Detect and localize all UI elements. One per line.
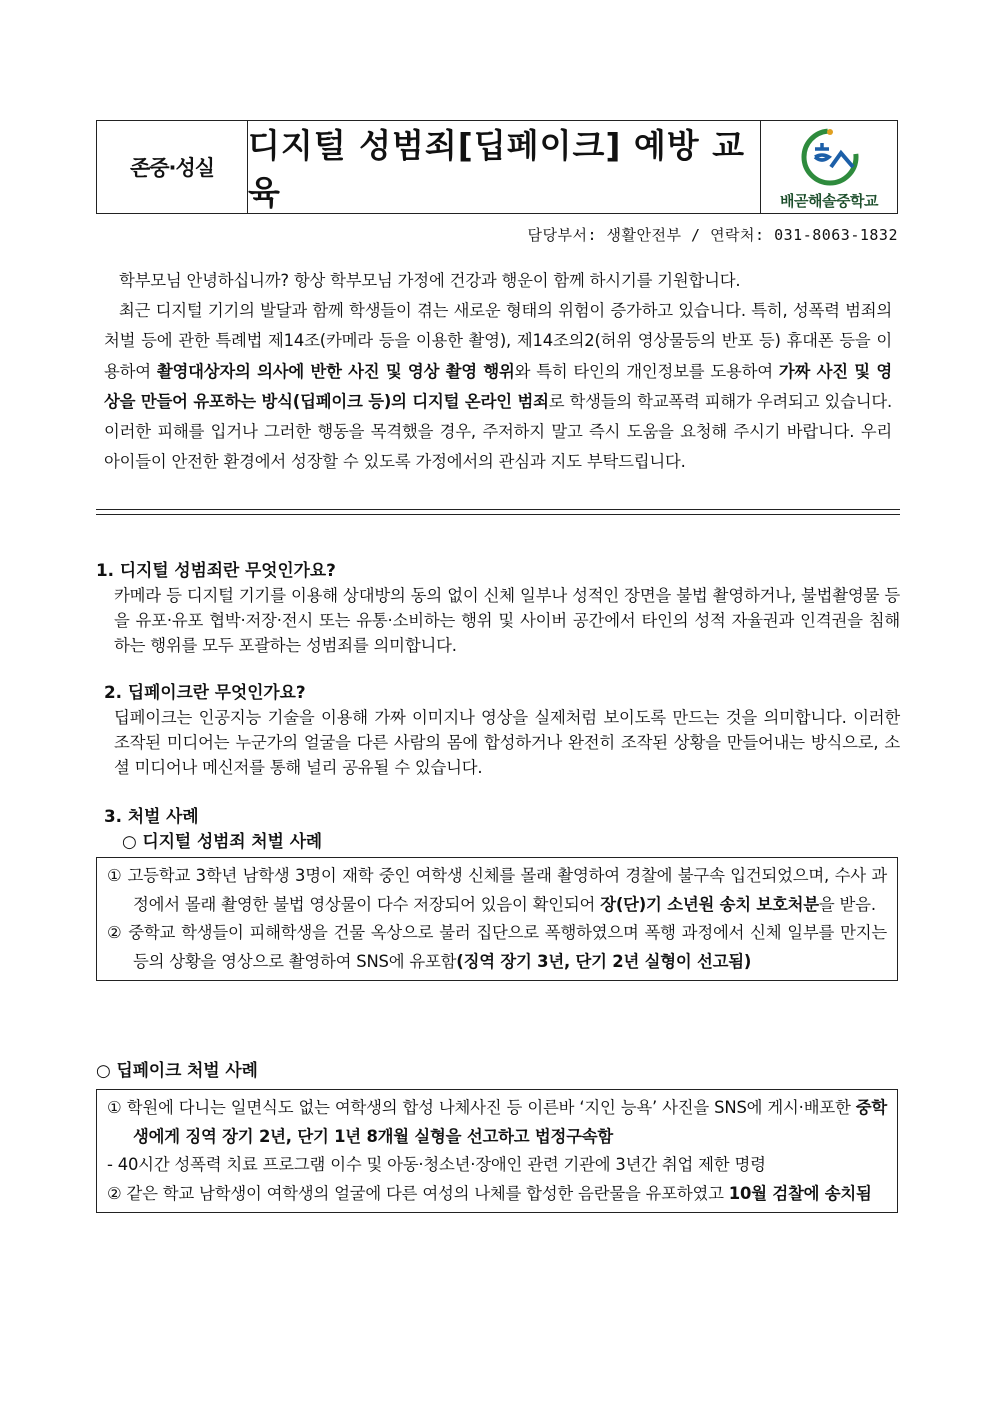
case-emphasis: 장(단)기 소년원 송치 보호처분: [600, 894, 819, 914]
case-text: 을 받음.: [818, 894, 876, 914]
digital-crime-cases-box: [96, 857, 898, 981]
section-deepfake: [96, 680, 900, 780]
case-item: [107, 919, 887, 976]
intro-emphasis-1: 촬영대상자의 의사에 반한 사진 및 영상 촬영 행위: [156, 361, 515, 381]
section-digital-sex-crime: [96, 558, 900, 658]
case-note: - 40시간 성폭력 치료 프로그램 이수 및 아동·청소년·장애인 관련 기관에 3년간 취업 제한 명령: [107, 1155, 766, 1174]
intro-paragraph: [104, 296, 892, 477]
intro-text: 최근 디지털 기기의 발달과 함께 학생들이 겪는 새로운 형태의 위험이 증가하고 있습니다. 특히, 성폭력 범죄의 처벌 등에 관한 특례법 제14조(카메라 등을 이용한 촬영), 제14조의2(허위 영상물등의 반포 등) 휴대폰 등을 이용하여: [104, 301, 892, 381]
subheading-digital-cases: ○ 디지털 성범죄 처벌 사례: [122, 831, 323, 851]
section-body: 딥페이크는 인공지능 기술을 이용해 가짜 이미지나 영상을 실제처럼 보이도록 만드는 것을 의미합니다. 이러한 조작된 미디어는 누군가의 얼굴을 다른 사람의 몸에 합성하거나 완전히 조작된 상황을 만들어내는 방식으로, 소셜 미디어나 메신저를 통해 널리 공유될 수 있습니다.: [114, 708, 900, 777]
section-heading: 2. 딥페이크란 무엇인가요?: [104, 682, 306, 702]
double-divider: [96, 509, 900, 515]
case-emphasis: (징역 장기 3년, 단기 2년 실형이 선고됨): [456, 951, 752, 971]
school-logo-box: [760, 121, 897, 213]
school-motto: 존중·성실: [97, 121, 248, 213]
greeting: 학부모님 안녕하십니까? 항상 학부모님 가정에 건강과 행운이 함께 하시기를 기원합니다.: [119, 271, 741, 290]
case-text: ① 고등학교 3학년 남학생 3명이 재학 중인 여학생 신체를 몰래 촬영하여 경찰에 불구속 입건되었으며, 수사 과정에서 몰래 촬영한 불법 영상물이 다수 저장되어 있음이 확인되어: [107, 866, 887, 914]
intro-letter: [104, 266, 892, 477]
case-text: ② 중학교 학생들이 피해학생을 건물 옥상으로 불러 집단으로 폭행하였으며 폭행 과정에서 신체 일부를 만지는 등의 상황을 영상으로 촬영하여 SNS에 유포함: [107, 923, 887, 971]
section-body: 카메라 등 디지털 기기를 이용해 상대방의 동의 없이 신체 일부나 성적인 장면을 불법 촬영하거나, 불법촬영물 등을 유포·유포 협박·저장·전시 또는 유통·소비하는 행위 및 사이버 공간에서 타인의 성적 자율권과 인격권을 침해하는 행위를 모두 포괄하는 성범죄를 의미합니다.: [114, 586, 900, 655]
section-heading: 3. 처벌 사례: [104, 806, 199, 826]
document-title: 디지털 성범죄[딥페이크] 예방 교육: [248, 126, 746, 212]
intro-emphasis-2: 가짜 사진 및 영상을 만들어 유포하는 방식(딥페이크 등)의 디지털 온라인 범죄: [104, 361, 892, 411]
school-name: 배곧해솔중학교: [780, 192, 878, 210]
school-logo-icon: [795, 127, 865, 187]
case-emphasis: 10월 검찰에 송치됨: [728, 1183, 872, 1203]
case-text: ① 학원에 다니는 일면식도 없는 여학생의 합성 나체사진 등 이른바 ‘지인 능욕’ 사진을 SNS에 게시·배포한: [107, 1098, 856, 1117]
case-item: [107, 862, 887, 919]
section-heading: 1. 디지털 성범죄란 무엇인가요?: [96, 560, 336, 580]
subheading-deepfake-cases: ○ 딥페이크 처벌 사례: [96, 1060, 258, 1080]
case-text: ② 같은 학교 남학생이 여학생의 얼굴에 다른 여성의 나체를 합성한 음란물을 유포하였고: [107, 1183, 729, 1203]
intro-text: 로 학생들의 학교폭력 피해가 우려되고 있습니다. 이러한 피해를 입거나 그러한 행동을 목격했을 경우, 주저하지 말고 즉시 도움을 요청해 주시기 바랍니다. 우리 아이들이 안전한 환경에서 성장할 수 있도록 가정에서의 관심과 지도 부탁드립니다.: [104, 391, 892, 472]
deepfake-cases-heading-wrap: [96, 1058, 900, 1083]
intro-text: 와 특히 타인의 개인정보를 도용하여: [514, 361, 779, 381]
document-header: [96, 120, 898, 214]
case-emphasis: 중학생에게 징역 장기 2년, 단기 1년 8개월 실형을 선고하고 법정구속함: [133, 1098, 887, 1146]
deepfake-cases-box: [96, 1089, 898, 1213]
case-item: [107, 1180, 887, 1209]
contact-line: 담당부서: 생활안전부 / 연락처: 031-8063-1832: [527, 226, 898, 244]
section-punishment: [96, 804, 900, 854]
case-item: [107, 1094, 887, 1151]
